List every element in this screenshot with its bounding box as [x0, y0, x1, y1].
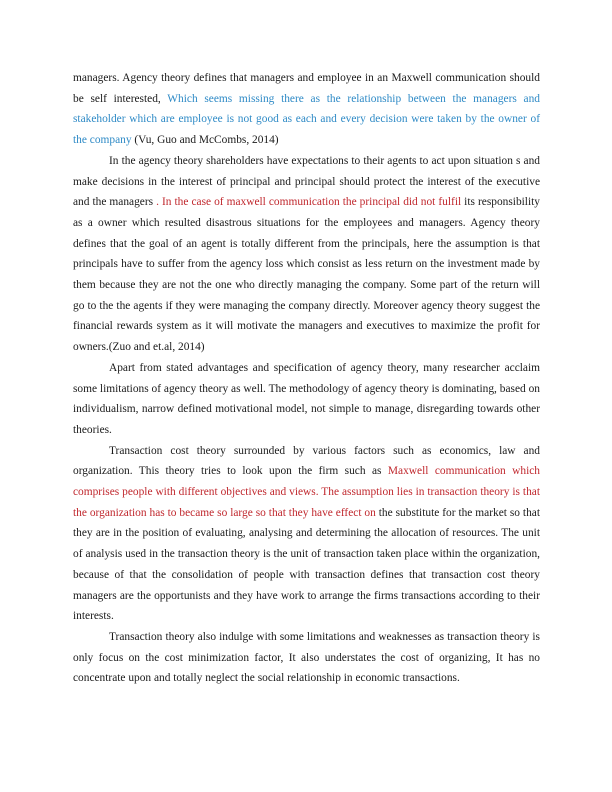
highlighted-text-red: . In the case of maxwell communication the principal did not fulfil — [156, 196, 462, 209]
paragraph-agency-theory-intro — [73, 68, 540, 151]
highlighted-text-blue: Which seems missing there as the relationship between the managers and stakeholder which are employee is not good as each and every decision were taken by the owner of the company — [73, 92, 540, 147]
paragraph-agency-theory-limitations — [73, 358, 540, 441]
highlighted-text-red: Maxwell communication which comprises people with different objectives and views. The assumption lies in transaction theory is that the organization has to became so large so that they have effect on — [73, 465, 540, 519]
paragraph-text: its responsibility as a owner which resulted disastrous situations for the employees and managers. Agency theory defines that the goal of an agent is totally different from the principals, here the assumption is that principals have to suffer from the agency loss which consist as less return on the investment made by them because they are not the one who directly managing the company. Some part of the return will go to the the agents if they were managing the company directly. Moreover agency theory suggest the financial rewards system as it will motivate the managers and executives to maximize the profit for owners.(Zuo and et.al, 2014) — [73, 196, 540, 354]
document-body — [73, 68, 540, 689]
paragraph-text: managers. Agency theory defines that managers and employee in an Maxwell communication should be self interested, — [73, 72, 540, 105]
paragraph-text: Transaction cost theory surrounded by various factors such as economics, law and organization. This theory tries to look upon the firm such as — [73, 444, 540, 478]
paragraph-text: In the agency theory shareholders have expectations to their agents to act upon situation s and make decisions in the interest of principal and principal should protect the interest of the executive and the managers — [73, 154, 540, 209]
paragraph-text: Apart from stated advantages and specification of agency theory, many researcher acclaim some limitations of agency theory as well. The methodology of agency theory is dominating, based on individualism, narrow defined motivational model, not simple to manage, disregarding towards other theories. — [73, 361, 540, 436]
citation: (Vu, Guo and McCombs, 2014) — [131, 134, 279, 147]
paragraph-text: Transaction theory also indulge with some limitations and weaknesses as transaction theory is only focus on the cost minimization factor, It also understates the cost of organizing, It has no concentrate upon and totally neglect the social relationship in economic transactions. — [73, 630, 540, 685]
paragraph-text: the substitute for the market so that they are in the position of evaluating, analysing and determining the allocation of resources. The unit of analysis used in the transaction theory is the unit of transaction taken place within the organization, because of that the consolidation of people with transaction defines that transaction cost theory managers are the opportunists and they have work to arrange the firms transactions according to their interests. — [73, 506, 541, 623]
paragraph-transaction-theory-limitations — [73, 627, 540, 689]
paragraph-agency-theory-shareholders — [73, 151, 540, 358]
paragraph-transaction-cost-theory — [73, 441, 540, 627]
